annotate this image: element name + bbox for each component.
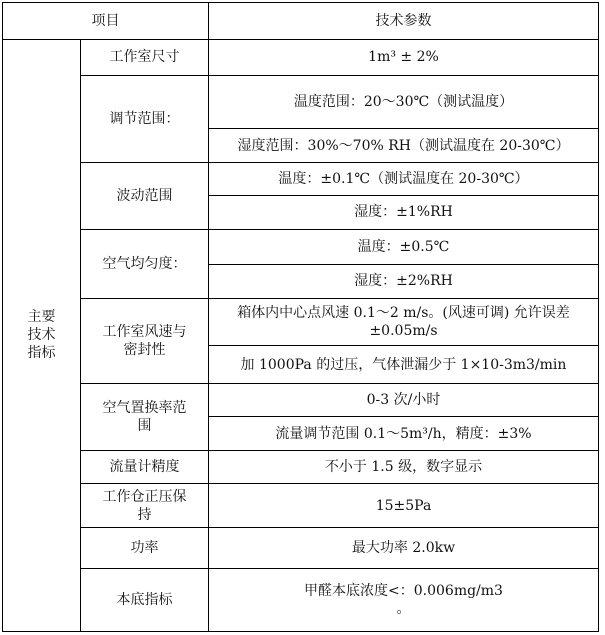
row-name: 工作室尺寸 bbox=[81, 39, 209, 76]
table-row bbox=[3, 76, 599, 129]
row-name: 本底指标 bbox=[81, 568, 209, 631]
table-row bbox=[3, 451, 599, 483]
row-name: 波动范围 bbox=[81, 163, 209, 230]
row-value: 流量调节范围 0.1～5m³/h，精度：±3% bbox=[209, 416, 599, 450]
table-row bbox=[3, 299, 599, 346]
row-value: 加 1000Pa 的过压，气体泄漏少于 1×10-3m3/min bbox=[209, 345, 599, 384]
row-value: 最大功率 2.0kw bbox=[209, 528, 599, 569]
row-name: 调节范围： bbox=[81, 76, 209, 163]
row-value: 甲醛本底浓度<：0.006mg/m3 。 bbox=[209, 568, 599, 631]
row-name: 工作仓正压保 持 bbox=[81, 483, 209, 528]
header-row bbox=[3, 3, 599, 40]
table-row bbox=[3, 528, 599, 569]
row-value: 温度：±0.1℃（测试温度在 20-30℃） bbox=[209, 163, 599, 195]
table-row bbox=[3, 163, 599, 195]
row-name: 流量计精度 bbox=[81, 451, 209, 483]
spec-table bbox=[2, 2, 599, 632]
table-row bbox=[3, 568, 599, 631]
row-value: 箱体内中心点风速 0.1～2 m/s。(风速可调) 允许误差 ±0.05m/s bbox=[209, 299, 599, 346]
row-name: 工作室风速与 密封性 bbox=[81, 299, 209, 384]
row-value: 0-3 次/小时 bbox=[209, 384, 599, 416]
row-value: 湿度范围：30%～70% RH（测试温度在 20-30℃） bbox=[209, 128, 599, 162]
row-value: 温度：±0.5℃ bbox=[209, 230, 599, 264]
table-row bbox=[3, 39, 599, 76]
row-value: 不小于 1.5 级，数字显示 bbox=[209, 451, 599, 483]
table-row bbox=[3, 384, 599, 416]
row-value: 1m³ ± 2% bbox=[209, 39, 599, 76]
row-value: 湿度：±2%RH bbox=[209, 264, 599, 298]
table-row bbox=[3, 230, 599, 264]
header-item: 项目 bbox=[3, 3, 209, 40]
table-row bbox=[3, 483, 599, 528]
row-value: 15±5Pa bbox=[209, 483, 599, 528]
header-params: 技术参数 bbox=[209, 3, 599, 40]
row-name: 空气均匀度： bbox=[81, 230, 209, 299]
row-name: 功率 bbox=[81, 528, 209, 569]
row-value: 湿度：±1%RH bbox=[209, 195, 599, 229]
row-value: 温度范围：20～30℃（测试温度） bbox=[209, 76, 599, 129]
row-name: 空气置换率范 围 bbox=[81, 384, 209, 451]
group-label: 主要 技术 指标 bbox=[3, 39, 81, 631]
